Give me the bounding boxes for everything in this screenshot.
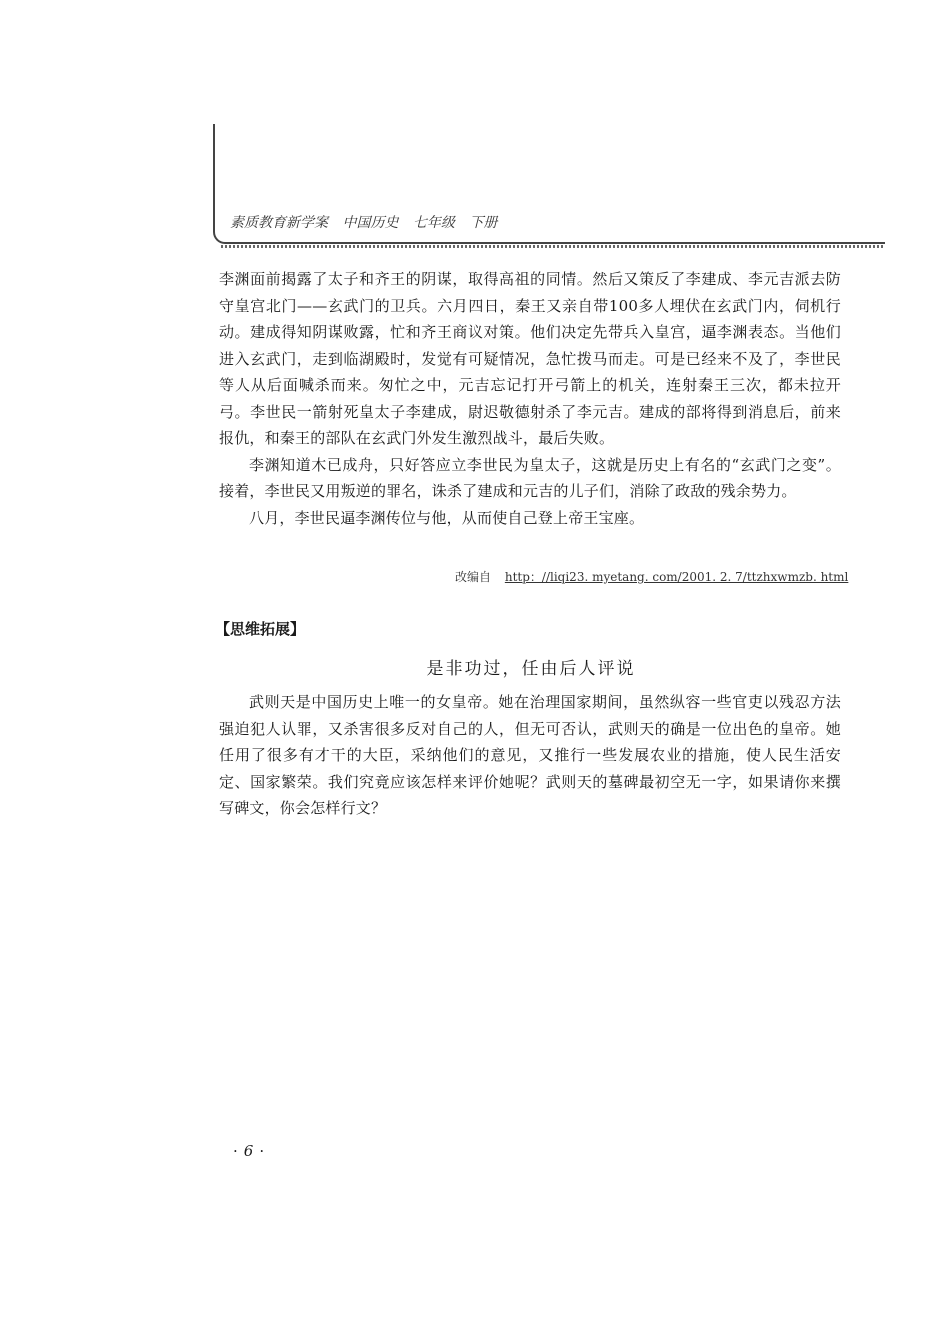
header-series: 素质教育新学案 (230, 215, 328, 231)
running-header (230, 212, 507, 232)
header-grade: 七年级 (412, 215, 455, 231)
extension-text (219, 689, 841, 822)
source-url: http：//liqi23. myetang. com/2001. 2. 7/ttzhxwmzb. html (504, 570, 849, 584)
story-paragraph-1: 李渊面前揭露了太子和齐王的阴谋，取得高祖的同情。然后又策反了李建成、李元吉派去防守皇宫北门——玄武门的卫兵。六月四日，秦王又亲自带100多人埋伏在玄武门内，伺机行动。建成得知阴谋败露，忙和齐王商议对策。他们决定先带兵入皇宫，逼李渊表态。当他们进入玄武门，走到临湖殿时，发觉有可疑情况，急忙拨马而走。可是已经来不及了，李世民等人从后面喊杀而来。匆忙之中，元吉忘记打开弓箭上的机关，连射秦王三次，都未拉开弓。李世民一箭射死皇太子李建成，尉迟敬德射杀了李元吉。建成的部将得到消息后，前来报仇，和秦王的部队在玄武门外发生激烈战斗，最后失败。 (219, 270, 841, 447)
section-heading: 【思维拓展】 (215, 620, 306, 638)
source-label: 改编自 (455, 570, 492, 584)
story-text (219, 266, 841, 531)
header-volume: 下册 (469, 215, 498, 231)
page-number: · 6 · (233, 1142, 265, 1160)
header-subject: 中国历史 (342, 215, 399, 231)
page-number-value: 6 (243, 1142, 254, 1160)
source-citation (455, 568, 848, 585)
extension-paragraph: 武则天是中国历史上唯一的女皇帝。她在治理国家期间，虽然纵容一些官吏以残忍方法强迫犯人认罪，又杀害很多反对自己的人，但无可否认，武则天的确是一位出色的皇帝。她任用了很多有才干的大臣，采纳他们的意见，又推行一些发展农业的措施，使人民生活安定、国家繁荣。我们究竟应该怎样来评价她呢？武则天的墓碑最初空无一字，如果请你来撰写碑文，你会怎样行文？ (219, 693, 841, 817)
section-title: 是非功过，任由后人评说 (426, 659, 636, 679)
story-paragraph-2: 李渊知道木已成舟，只好答应立李世民为皇太子，这就是历史上有名的“玄武门之变”。接着，李世民又用叛逆的罪名，诛杀了建成和元吉的儿子们，消除了政敌的残余势力。 (219, 455, 841, 500)
story-paragraph-3: 八月，李世民逼李渊传位与他，从而使自己登上帝王宝座。 (249, 508, 645, 527)
